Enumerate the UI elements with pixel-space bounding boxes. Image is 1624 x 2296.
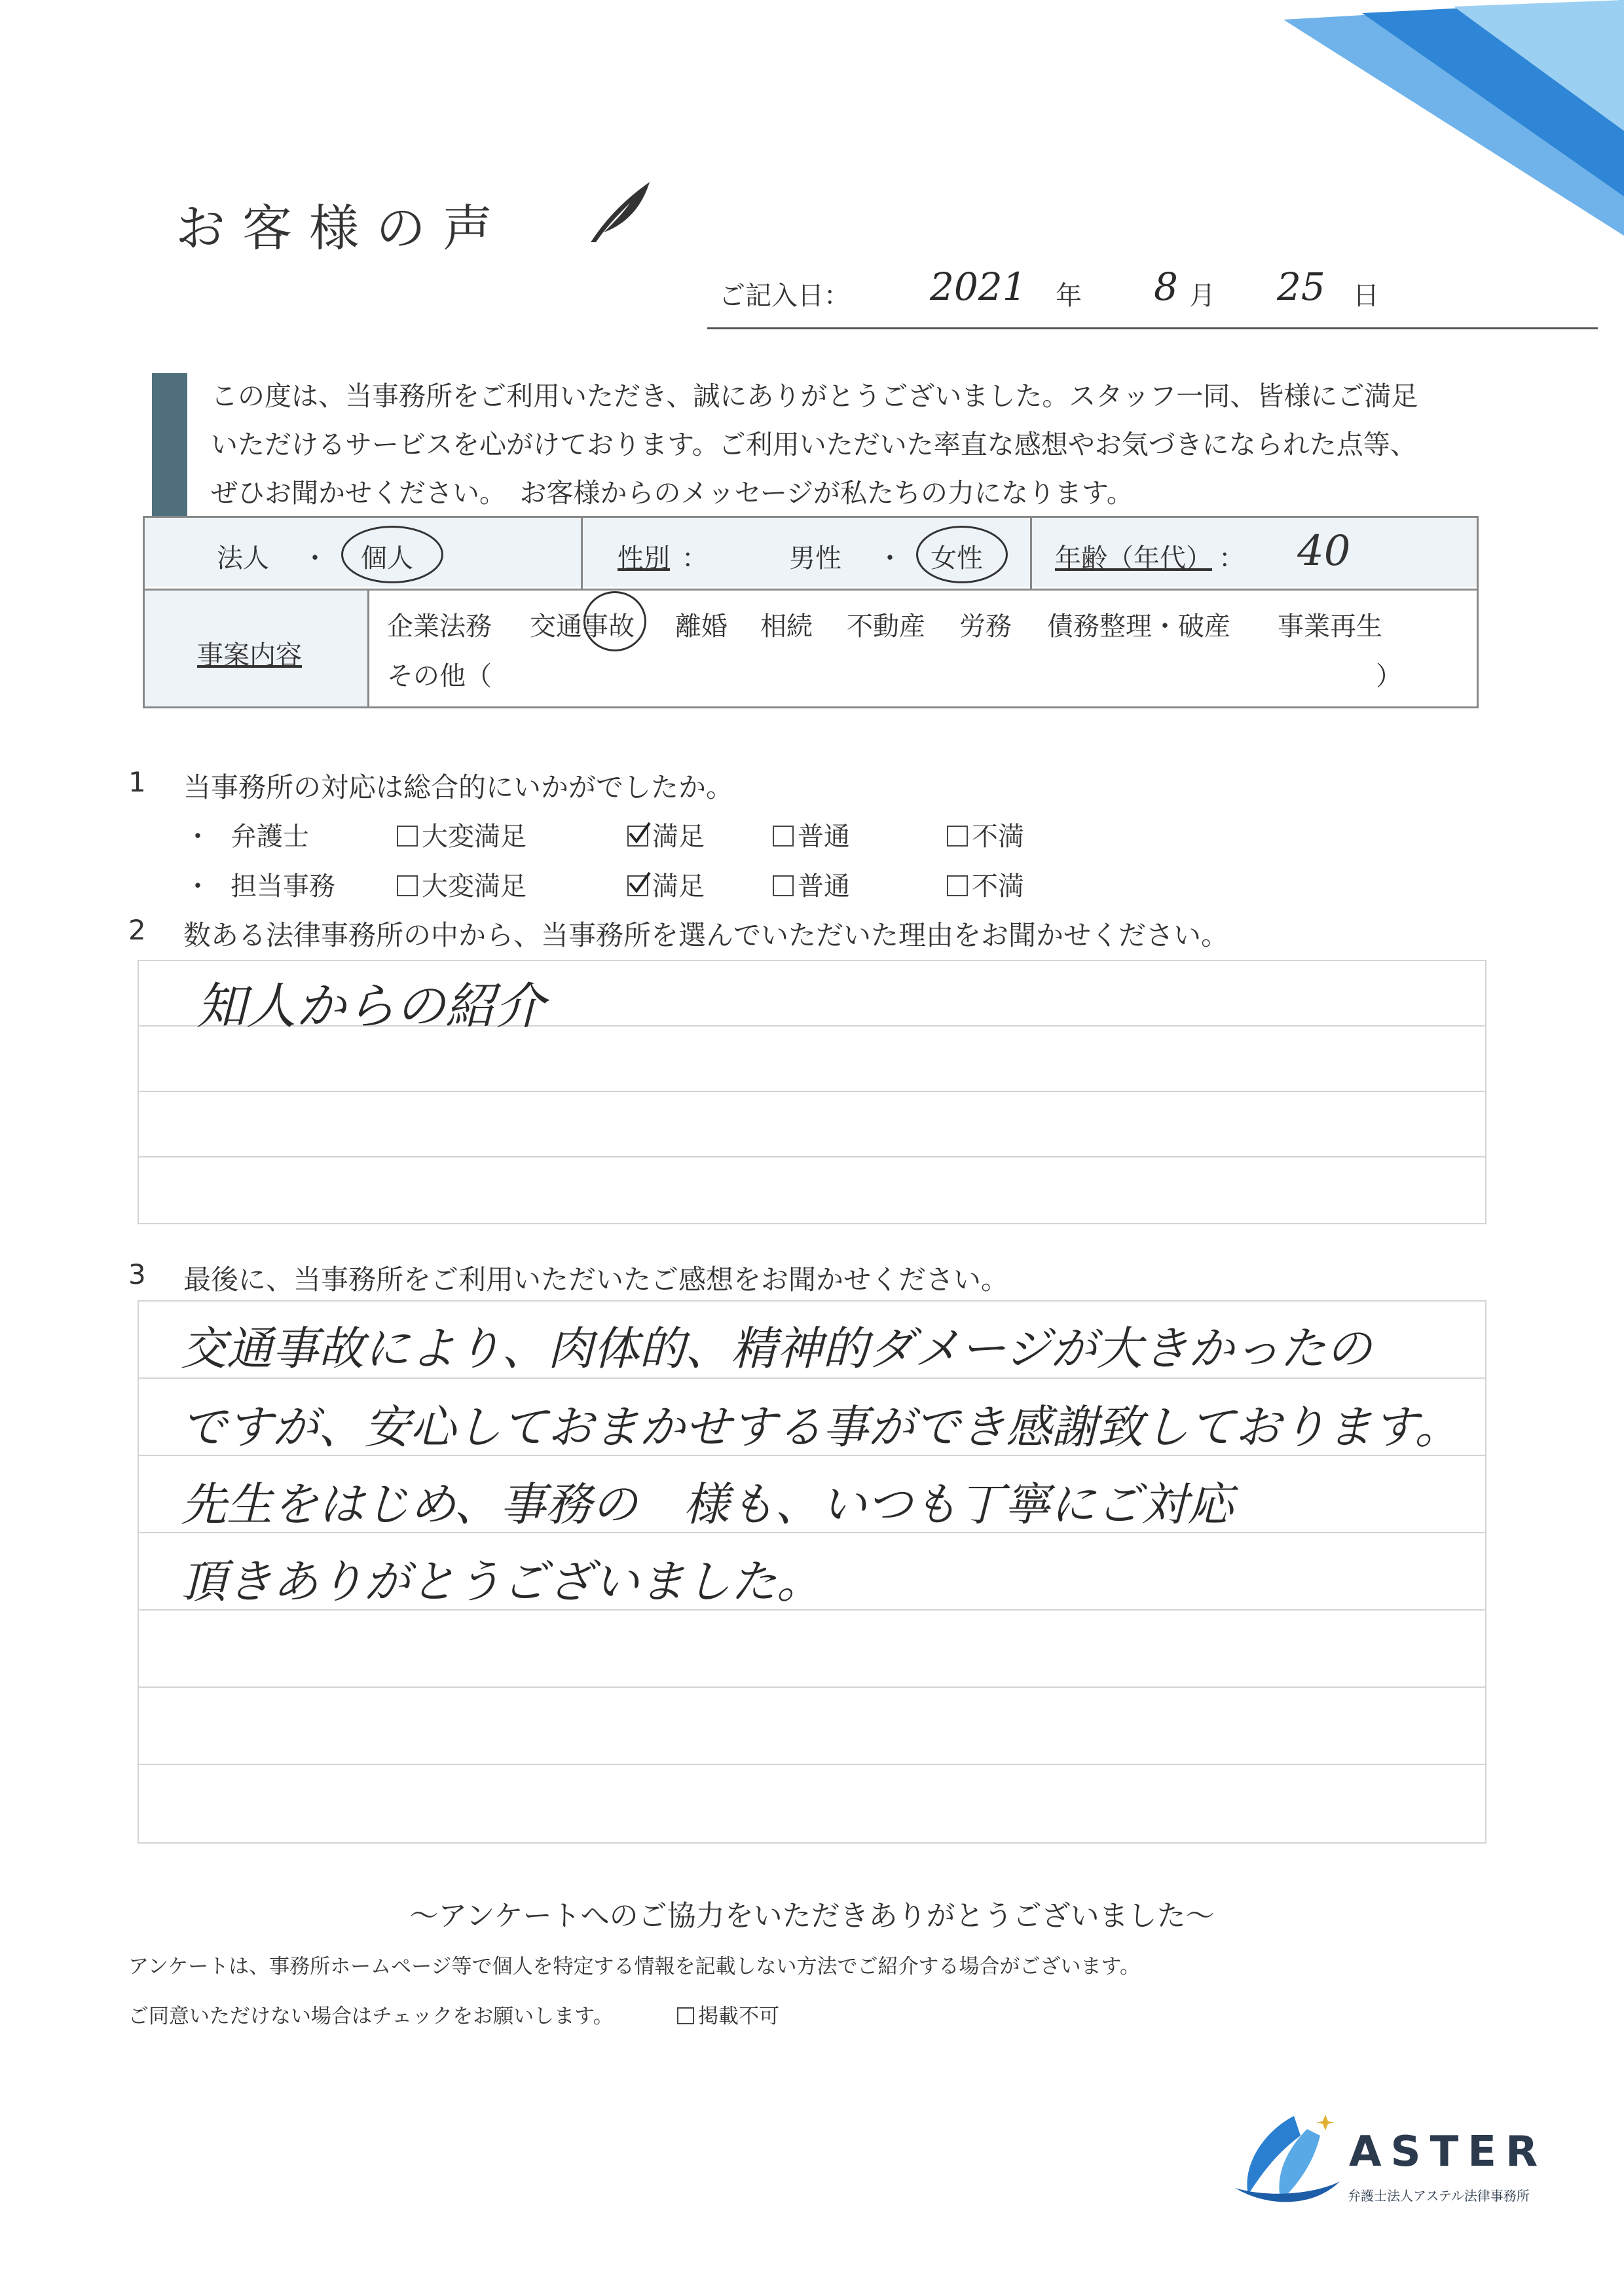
date-month: 8 <box>1154 264 1178 309</box>
q1-number: 1 <box>128 766 146 798</box>
intro-text <box>211 372 1527 517</box>
age-label: 年齢（年代） <box>1055 543 1212 574</box>
checkbox[interactable] <box>773 826 794 847</box>
consent-note: ご同意いただけない場合はチェックをお願いします。 <box>128 2005 614 2028</box>
q1-row2-opt-dissatisfied[interactable] <box>947 866 1024 903</box>
table-vline-1 <box>581 518 583 589</box>
case-option-debt[interactable]: 債務整理・破産 <box>1047 611 1230 642</box>
option-label: 大変満足 <box>422 822 526 852</box>
quill-icon <box>584 177 656 249</box>
ruled-line <box>138 1842 1486 1844</box>
logo-name: ASTER <box>1349 2128 1547 2176</box>
gender-label: 性別 <box>618 543 670 574</box>
ruled-border-left <box>138 1300 139 1844</box>
q2-answer: 知人からの紹介 <box>196 977 545 1035</box>
ruled-border-right <box>1485 960 1486 1224</box>
q3-answer-line-2: ですが、安心しておまかせする事ができ感謝致しております。 <box>181 1400 1461 1454</box>
q3-answer-line-4: 頂きありがとうございました。 <box>181 1555 822 1609</box>
case-option-realestate[interactable]: 不動産 <box>847 611 925 642</box>
individual-option[interactable]: 個人 <box>361 543 413 574</box>
case-option-labor[interactable]: 労務 <box>959 611 1012 642</box>
dot-separator: ・ <box>302 543 328 574</box>
checkbox[interactable] <box>773 875 794 896</box>
option-label: 大変満足 <box>422 871 526 902</box>
case-option-traffic[interactable]: 交通事故 <box>530 611 635 642</box>
corner-decoration <box>1283 0 1624 236</box>
ruled-line <box>138 1300 1486 1302</box>
checkbox[interactable] <box>397 826 418 847</box>
q1-row1-opt-satisfied[interactable] <box>627 816 705 853</box>
intro-line-1: この度は、当事務所をご利用いただき、誠にありがとうございました。スタッフ一同、皆様にご満足 <box>211 380 1418 412</box>
option-label: 普通 <box>798 822 850 852</box>
checkbox-checked[interactable] <box>627 826 648 847</box>
checkbox[interactable] <box>947 875 968 896</box>
age-value: 40 <box>1297 527 1351 575</box>
q1-row2-opt-very-satisfied[interactable] <box>397 866 526 903</box>
case-option-divorce[interactable]: 離婚 <box>675 611 728 642</box>
date-day: 25 <box>1277 264 1325 309</box>
ruled-line <box>138 960 1486 961</box>
ruled-line <box>138 1156 1486 1157</box>
checkbox-checked[interactable] <box>627 875 648 896</box>
male-option[interactable]: 男性 <box>789 543 841 574</box>
q1-row1-bullet: ・ <box>185 822 211 852</box>
date-year-unit: 年 <box>1056 281 1082 311</box>
ruled-border-right <box>1485 1300 1486 1844</box>
q3-answer-line-1: 交通事故により、肉体的、精神的ダメージが大きかったの <box>181 1322 1372 1376</box>
date-month-unit: 月 <box>1189 281 1215 311</box>
case-option-other[interactable]: その他（ <box>387 661 492 691</box>
date-label: ご記入日： <box>719 281 850 311</box>
q1-row1-opt-very-satisfied[interactable] <box>397 816 526 853</box>
logo-subtitle: 弁護士法人アステル法律事務所 <box>1348 2188 1530 2204</box>
traffic-circle-mark <box>583 591 646 651</box>
case-label: 事案内容 <box>197 640 302 670</box>
q1-row1-label: 弁護士 <box>231 822 309 852</box>
q3-answer-area[interactable] <box>138 1300 1486 1844</box>
q3-text: 最後に、当事務所をご利用いただいたご感想をお聞かせください。 <box>183 1264 1009 1296</box>
ruled-line <box>138 1686 1486 1688</box>
q1-row1-opt-dissatisfied[interactable] <box>947 816 1024 853</box>
client-info-table <box>143 516 1479 708</box>
checkbox[interactable] <box>677 2007 694 2024</box>
ruled-border-left <box>138 960 139 1224</box>
female-circle-mark <box>916 526 1008 583</box>
ruled-line <box>138 1091 1486 1092</box>
case-option-corporate[interactable]: 企業法務 <box>387 611 492 642</box>
option-label: 満足 <box>652 871 705 902</box>
q1-row2-bullet: ・ <box>185 871 211 902</box>
corp-option[interactable]: 法人 <box>217 543 269 574</box>
gender-colon: ： <box>682 543 708 574</box>
q1-row2-opt-normal[interactable] <box>773 866 850 903</box>
option-label: 普通 <box>798 871 850 902</box>
date-underline <box>707 327 1598 329</box>
q1-row2-opt-satisfied[interactable] <box>627 866 705 903</box>
date-day-unit: 日 <box>1353 281 1379 311</box>
table-vline-2 <box>1030 518 1032 589</box>
q1-text: 当事務所の対応は総合的にいかがでしたか。 <box>183 771 734 803</box>
q2-number: 2 <box>128 914 146 946</box>
case-option-inheritance[interactable]: 相続 <box>760 611 813 642</box>
option-label: 満足 <box>652 822 705 852</box>
option-label: 不満 <box>972 822 1024 852</box>
intro-line-2: いただけるサービスを心がけております。ご利用いただいた率直な感想やお気づきになられた点等、 <box>211 429 1417 460</box>
individual-circle-mark <box>341 526 443 583</box>
dot-separator-2: ・ <box>877 543 903 574</box>
intro-line-3: ぜひお聞かせください。 お客様からのメッセージが私たちの力になります。 <box>211 477 1134 509</box>
publication-note: アンケートは、事務所ホームページ等で個人を特定する情報を記載しない方法でご紹介する場合がございます。 <box>128 1955 1141 1978</box>
ruled-line <box>138 1764 1486 1765</box>
intro-accent-bar <box>152 373 187 519</box>
table-vline-3 <box>367 589 369 706</box>
no-publish-option[interactable] <box>677 1999 779 2029</box>
table-divider <box>145 589 1477 591</box>
page-title: お客様の声 <box>175 199 509 257</box>
aster-logo-icon <box>1228 2109 1346 2208</box>
other-close-paren: ） <box>1376 661 1402 691</box>
case-option-rehabilitation[interactable]: 事業再生 <box>1278 611 1382 642</box>
date-year: 2021 <box>930 264 1027 309</box>
ruled-line <box>138 1223 1486 1224</box>
option-label: 不満 <box>972 871 1024 902</box>
option-label: 掲載不可 <box>698 2005 779 2028</box>
q3-number: 3 <box>128 1258 146 1290</box>
q1-row1-opt-normal[interactable] <box>773 816 850 853</box>
q1-row2-label: 担当事務 <box>231 871 335 902</box>
q3-answer-line-3: 先生をはじめ、事務の 様も、いつも丁寧にご対応 <box>181 1478 1234 1531</box>
q2-answer-area[interactable] <box>138 960 1486 1224</box>
checkbox[interactable] <box>397 875 418 896</box>
q2-text: 数ある法律事務所の中から、当事務所を選んでいただいた理由をお聞かせください。 <box>183 919 1229 951</box>
thanks-message: 〜アンケートへのご協力をいただきありがとうございました〜 <box>409 1899 1215 1933</box>
age-colon: ： <box>1219 543 1245 574</box>
checkbox[interactable] <box>947 826 968 847</box>
female-option[interactable]: 女性 <box>931 543 983 574</box>
